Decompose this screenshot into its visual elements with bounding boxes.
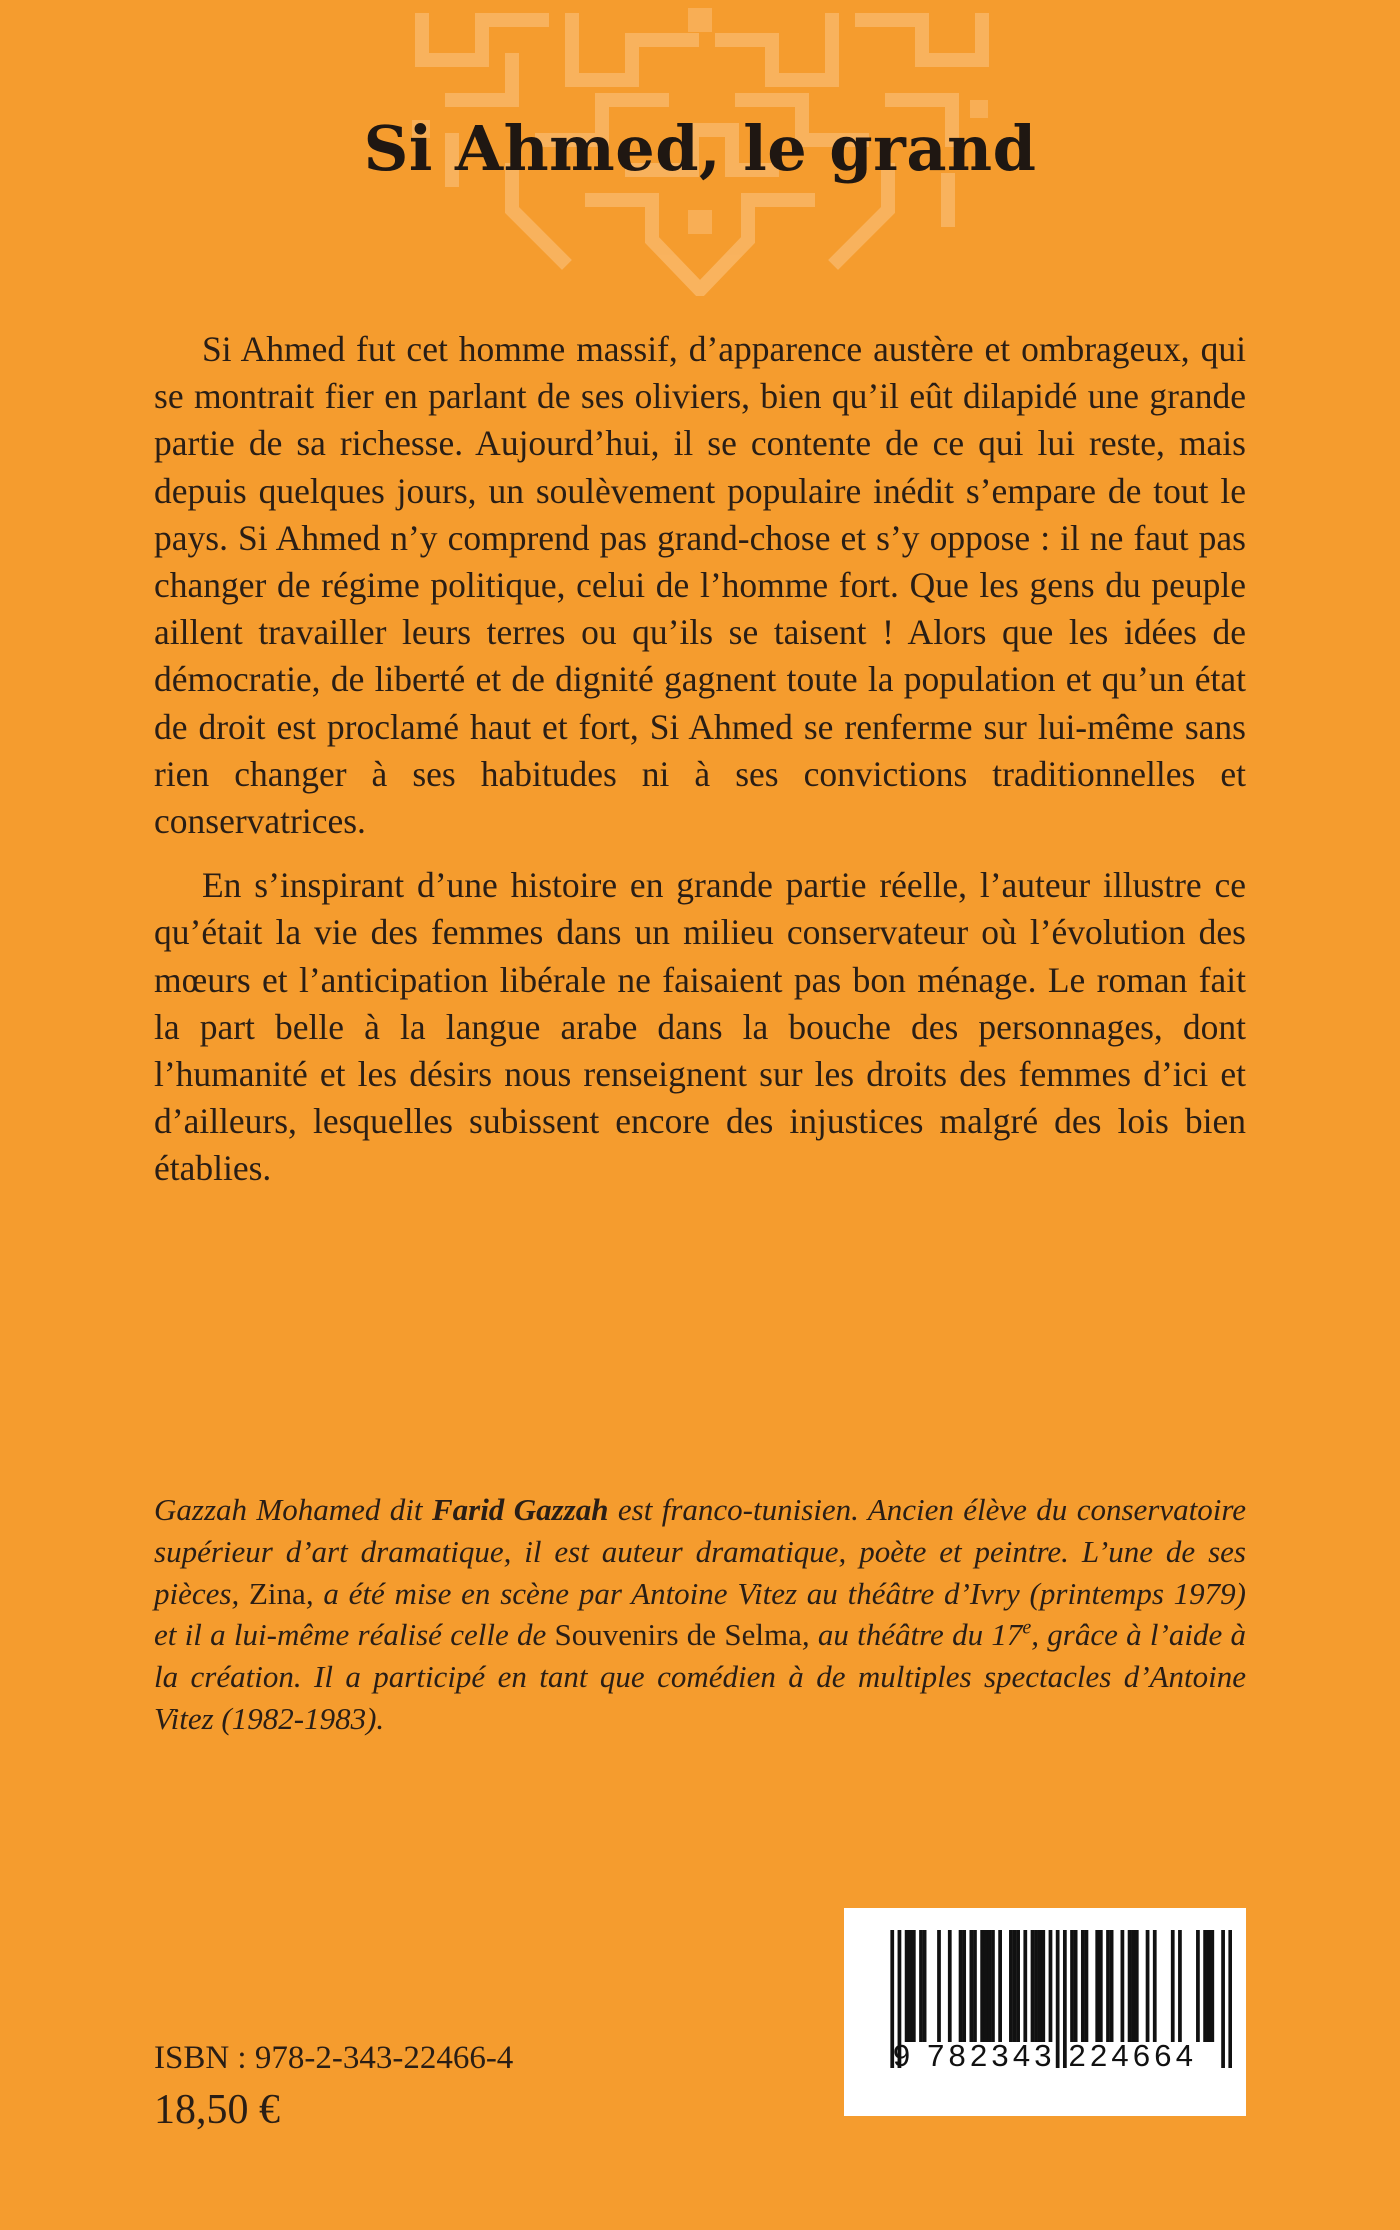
barcode-bar bbox=[905, 1930, 909, 2042]
barcode-bar bbox=[1031, 1930, 1035, 2042]
barcode-bar bbox=[1074, 1930, 1078, 2042]
barcode-bar bbox=[1095, 1930, 1099, 2042]
barcode-bar bbox=[991, 1930, 995, 2042]
barcode-bar bbox=[1121, 1930, 1125, 2042]
barcode-bar bbox=[1009, 1930, 1013, 2042]
barcode-bar bbox=[1038, 1930, 1042, 2042]
barcode-bar bbox=[1016, 1930, 1020, 2042]
summary bbox=[154, 326, 1246, 1210]
barcode-bar bbox=[1099, 1930, 1103, 2042]
barcode-bar bbox=[1178, 1930, 1182, 2042]
barcode-bar bbox=[962, 1930, 966, 2042]
barcode-bar bbox=[1135, 1930, 1139, 2042]
barcode-bar bbox=[937, 1930, 941, 2042]
barcode-bar bbox=[1196, 1930, 1200, 2042]
barcode-bar bbox=[908, 1930, 912, 2042]
barcode-bar bbox=[987, 1930, 991, 2042]
barcode-bar bbox=[1171, 1930, 1175, 2042]
barcode-bar bbox=[1106, 1930, 1110, 2042]
barcode-bar bbox=[1034, 1930, 1038, 2042]
barcode-bar bbox=[1081, 1930, 1085, 2042]
superscript: e bbox=[1022, 1617, 1032, 1640]
barcode-bar bbox=[1013, 1930, 1017, 2042]
bio-text: , grâce à l’aide à la création. Il a participé en tant que comédien à de multiples spectacles d’Antoine Vitez (1982-1983). bbox=[154, 1617, 1247, 1736]
bio-text: Gazzah Mohamed dit bbox=[154, 1492, 432, 1527]
author-bio bbox=[154, 1489, 1246, 1740]
barcode-bar bbox=[1128, 1930, 1132, 2042]
barcode-bar bbox=[980, 1930, 984, 2042]
barcode-bar bbox=[1207, 1930, 1211, 2042]
play-title: Souvenirs de Selma bbox=[554, 1617, 802, 1653]
barcode-bar bbox=[998, 1930, 1002, 2042]
bio-text: est franco-tunisien. Ancien élève du conservatoire supérieur d’art dramatique, il est auteur dramatique, poète et peintre. L’une de ses pièces, bbox=[154, 1492, 1247, 1611]
barcode-bar bbox=[1041, 1930, 1045, 2042]
barcode-bar bbox=[1153, 1930, 1157, 2042]
barcode-bar bbox=[923, 1930, 927, 2042]
barcode-bar bbox=[1049, 1930, 1053, 2042]
barcode-bar bbox=[1110, 1930, 1114, 2042]
barcode-bar bbox=[973, 1930, 977, 2042]
isbn: ISBN : 978-2-343-22466-4 bbox=[154, 2040, 514, 2076]
barcode-bar bbox=[912, 1930, 916, 2042]
summary-paragraph: En s’inspirant d’une histoire en grande partie réelle, l’auteur illustre ce qu’était la vie des femmes dans un milieu conservateur où l’évolution des mœurs et l’anticipation libérale ne faisaient pas bon ménage. Le roman fait la part belle à la langue arabe dans la bouche des personnages, dont l’humanité et les désirs nous renseignent sur les droits des femmes d’ici et d’ailleurs, lesquelles subissent encore des injustices malgré des lois bien établies. bbox=[154, 865, 1246, 1189]
barcode-bar bbox=[1085, 1930, 1089, 2042]
barcode-box bbox=[844, 1908, 1246, 2116]
author-name: Farid Gazzah bbox=[431, 1492, 609, 1527]
barcode-bar bbox=[959, 1930, 963, 2042]
barcode-bar bbox=[1203, 1930, 1207, 2042]
summary-paragraph: Si Ahmed fut cet homme massif, d’apparence austère et ombrageux, qui se montrait fier en parlant de ses oliviers, bien qu’il eût dilapidé une grande partie de sa richesse. Aujourd’hui, il se contente de ce qui lui reste, mais depuis quelques jours, un soulèvement populaire inédit s’empare de tout le pays. Si Ahmed n’y comprend pas grand-chose et s’y oppose : il ne faut pas changer de régime politique, celui de l’homme fort. Que les gens du peuple aillent travailler leurs terres ou qu’ils se taisent ! Alors que les idées de démocratie, de liberté et de dignité gagnent toute la population et qu’un état de droit est proclamé haut et fort, Si Ahmed se renferme sur lui-même sans rien changer à ses habitudes ni à ses convictions traditionnelles et conservatrices. bbox=[154, 329, 1246, 842]
play-title: Zina bbox=[249, 1575, 306, 1611]
barcode-bar bbox=[919, 1930, 923, 2042]
barcode-bar bbox=[1070, 1930, 1074, 2042]
barcode-bar bbox=[1131, 1930, 1135, 2042]
barcode-bar bbox=[948, 1930, 952, 2042]
bio-text: , a été mise en scène par Antoine Vitez au théâtre d’Ivry (printemps 1979) et il a lui-même réalisé celle de bbox=[154, 1575, 1246, 1653]
barcode-digits: 9 782343 224664 bbox=[892, 2038, 1198, 2073]
barcode-bar bbox=[1023, 1930, 1027, 2042]
barcode-bar bbox=[1146, 1930, 1150, 2042]
price: 18,50 € bbox=[154, 2087, 280, 2133]
barcode-bar bbox=[1210, 1930, 1214, 2042]
bio-text: , au théâtre du 17 bbox=[801, 1617, 1023, 1653]
barcode-bar bbox=[969, 1930, 973, 2042]
barcode-bar bbox=[984, 1930, 988, 2042]
book-title: Si Ahmed, le grand bbox=[363, 112, 1037, 185]
